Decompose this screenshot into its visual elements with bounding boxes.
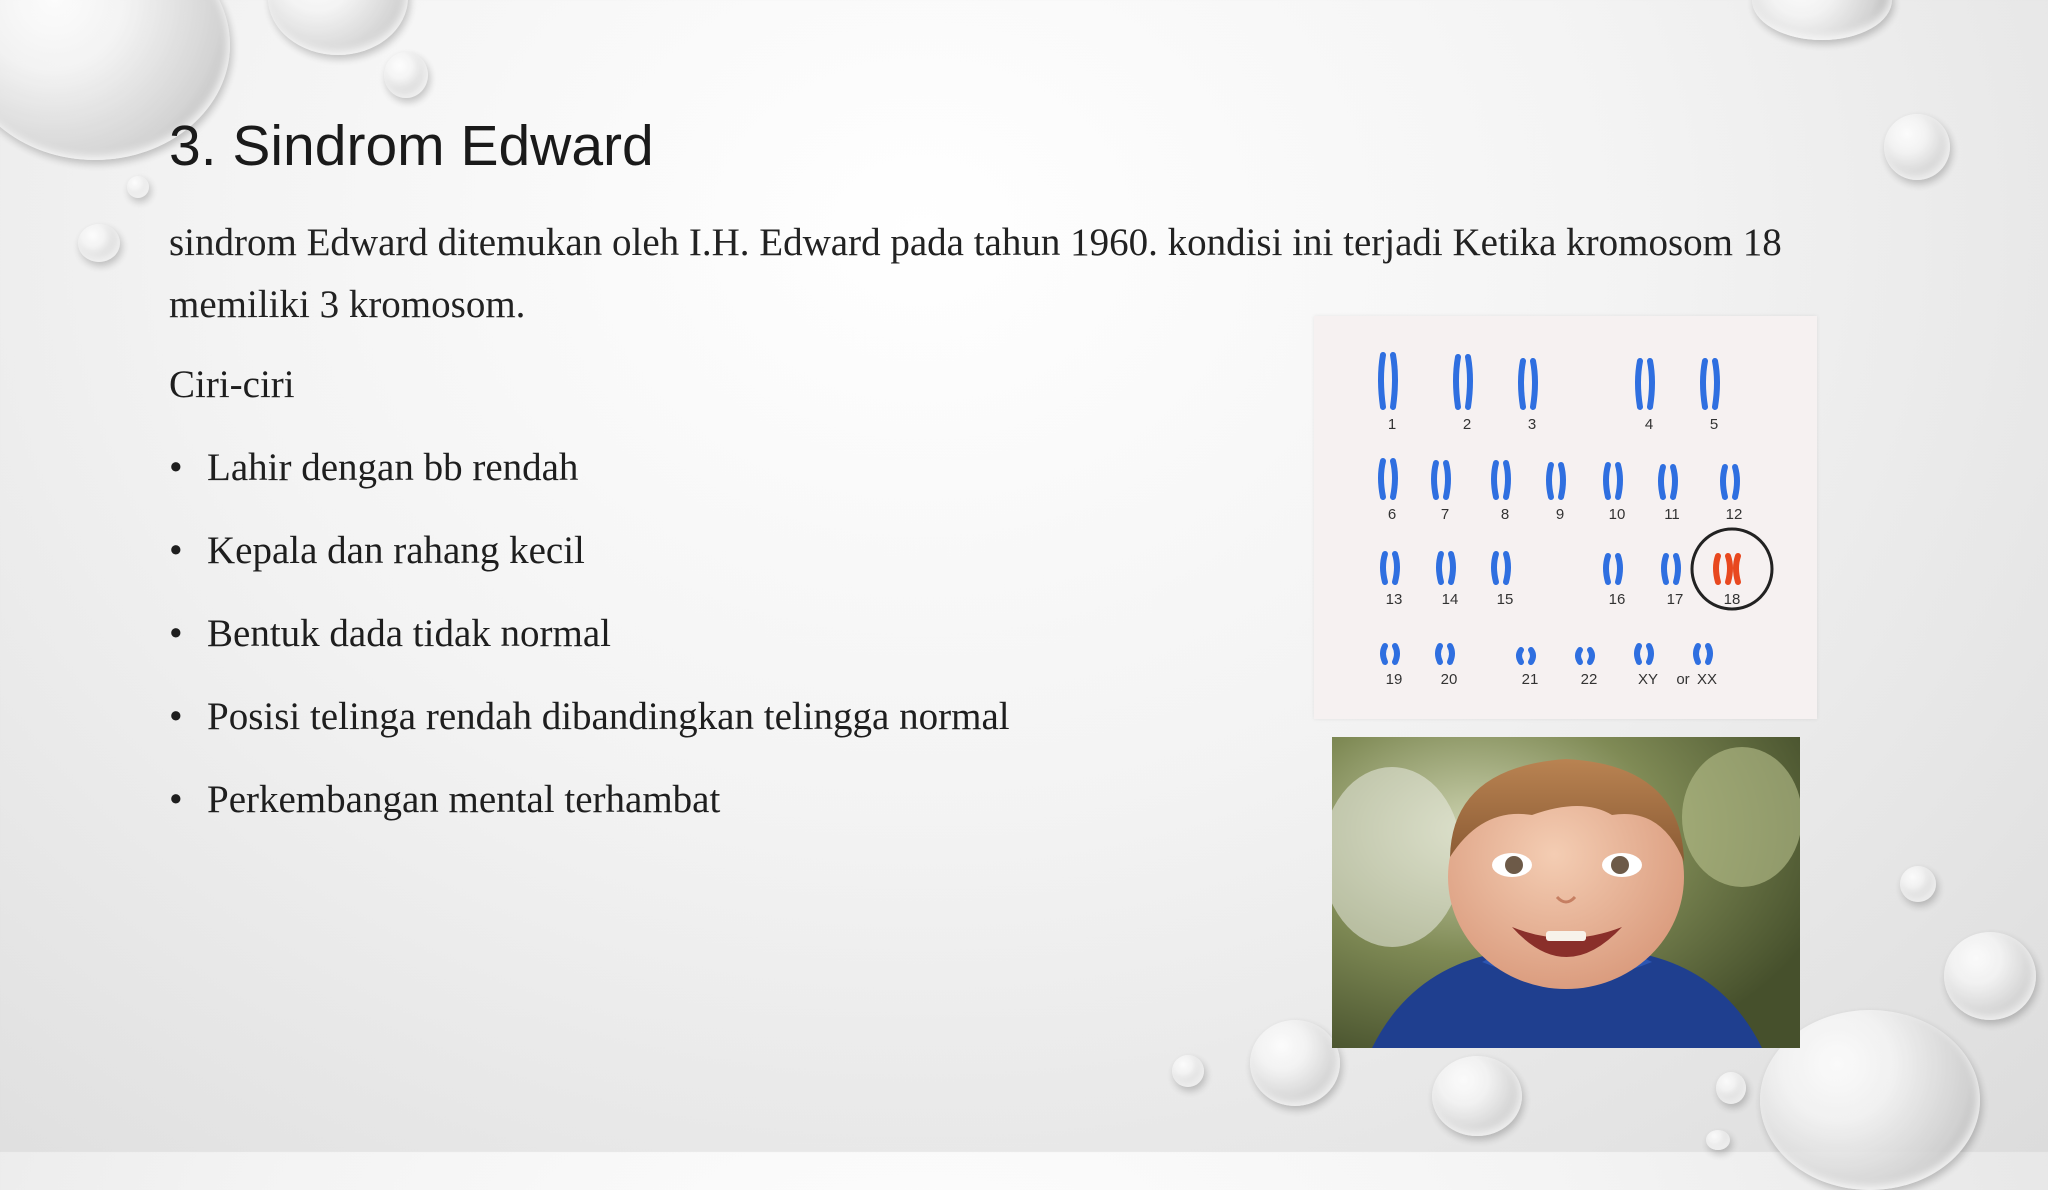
karyotype-label: 19: [1385, 671, 1403, 688]
chromosome-16: [1606, 556, 1608, 582]
bullet-icon: •: [169, 778, 183, 821]
chromosome-2: [1456, 357, 1458, 407]
water-droplet-icon: [1716, 1072, 1746, 1104]
chromosome-20: [1438, 646, 1440, 662]
karyotype-label: 22: [1580, 671, 1598, 688]
karyotype-label: 11: [1664, 506, 1680, 523]
chromosome-17: [1664, 556, 1666, 582]
chromosome-8: [1494, 463, 1496, 497]
chromosome-4: [1638, 361, 1640, 407]
intro-paragraph: sindrom Edward ditemukan oleh I.H. Edward pada tahun 1960. kondisi ini terjadi Ketika kromosom 18 memiliki 3 kromosom.: [169, 221, 1782, 326]
list-item-text: Bentuk dada tidak normal: [207, 612, 611, 655]
chromosome-XX: [1696, 646, 1698, 662]
chromosome-8: [1506, 463, 1508, 497]
bullet-icon: •: [169, 446, 183, 489]
list-item-text: Perkembangan mental terhambat: [207, 778, 721, 821]
chromosome-1: [1393, 355, 1395, 407]
water-droplet-icon: [1432, 1056, 1522, 1136]
karyotype-label: 1: [1387, 416, 1397, 433]
chromosome-9: [1561, 465, 1563, 497]
chromosome-12: [1735, 467, 1737, 497]
list-item-text: Posisi telinga rendah dibandingkan telingga normal: [207, 695, 1010, 738]
karyotype-label: 5: [1709, 416, 1719, 433]
chromosome-11: [1673, 467, 1675, 497]
chromosome-19: [1383, 646, 1385, 662]
water-droplet-icon: [1884, 114, 1950, 180]
karyotype-label: XX: [1696, 671, 1718, 688]
chromosome-13: [1395, 554, 1397, 582]
chromosome-15: [1494, 554, 1496, 582]
list-item: [169, 606, 1010, 689]
water-droplet-icon: [1900, 866, 1936, 902]
karyotype-label: 15: [1496, 591, 1514, 608]
karyotype-label: 18: [1723, 591, 1741, 608]
karyotype-image: [1314, 316, 1817, 719]
karyotype-label: 21: [1521, 671, 1539, 688]
bullet-icon: •: [169, 529, 183, 572]
water-droplet-icon: [384, 52, 428, 98]
chromosome-19: [1395, 646, 1397, 662]
water-droplet-icon: [1250, 1020, 1340, 1106]
chromosome-14: [1451, 554, 1453, 582]
karyotype-label: 8: [1500, 506, 1510, 523]
slide-title: 3. Sindrom Edward: [169, 114, 654, 178]
chromosome-22: [1578, 650, 1580, 662]
water-droplet-icon: [78, 224, 120, 262]
karyotype-label: 9: [1555, 506, 1565, 523]
water-droplet-icon: [127, 176, 149, 198]
chromosome-2: [1468, 357, 1470, 407]
chromosome-3: [1533, 361, 1535, 407]
chromosome-1: [1381, 355, 1383, 407]
child-photo: [1332, 737, 1800, 1048]
karyotype-label: 2: [1462, 416, 1472, 433]
list-item: [169, 689, 1010, 772]
chromosome-12: [1723, 467, 1725, 497]
chromosome-15: [1506, 554, 1508, 582]
chromosome-3: [1521, 361, 1523, 407]
karyotype-label: 10: [1608, 506, 1626, 523]
water-droplet-icon: [1752, 0, 1892, 40]
chromosome-5: [1715, 361, 1717, 407]
water-droplet-icon: [268, 0, 408, 55]
smiling-child-image: [1332, 737, 1800, 1048]
list-item-text: Kepala dan rahang kecil: [207, 529, 585, 572]
chromosome-6: [1393, 461, 1395, 497]
karyotype-label: 16: [1608, 591, 1626, 608]
list-item-text: Lahir dengan bb rendah: [207, 446, 579, 489]
chromosome-18: [1728, 556, 1730, 582]
chromosome-9: [1549, 465, 1551, 497]
karyotype-label: 4: [1644, 416, 1654, 433]
symptom-list: [169, 440, 1010, 855]
chromosome-13: [1383, 554, 1385, 582]
chromosome-10: [1606, 465, 1608, 497]
water-droplet-icon: [1706, 1130, 1730, 1150]
karyotype-label: 7: [1440, 506, 1450, 523]
karyotype-label: 13: [1385, 591, 1403, 608]
bullet-icon: •: [169, 612, 183, 655]
chromosome-XX: [1708, 646, 1710, 662]
bullet-icon: •: [169, 695, 183, 738]
chromosome-14: [1439, 554, 1441, 582]
chromosome-21: [1519, 650, 1521, 662]
list-item: [169, 523, 1010, 606]
chromosome-10: [1618, 465, 1620, 497]
chromosome-XY: [1649, 646, 1651, 662]
chromosome-16: [1618, 556, 1620, 582]
chromosome-17: [1676, 556, 1678, 582]
karyotype-label: 3: [1527, 416, 1537, 433]
water-droplet-icon: [1944, 932, 2036, 1020]
chromosome-5: [1703, 361, 1705, 407]
karyotype-label: 14: [1441, 591, 1459, 608]
chromosome-21: [1531, 650, 1533, 662]
ciri-ciri-heading: Ciri-ciri: [169, 363, 295, 406]
chromosome-20: [1450, 646, 1452, 662]
list-item: [169, 440, 1010, 523]
chromosome-11: [1661, 467, 1663, 497]
chromosome-4: [1650, 361, 1652, 407]
karyotype-label: 17: [1666, 591, 1684, 608]
karyotype-label: 6: [1387, 506, 1397, 523]
karyotype-label: 12: [1725, 506, 1743, 523]
water-droplet-icon: [1172, 1055, 1204, 1087]
chromosome-7: [1434, 463, 1436, 497]
list-item: [169, 772, 1010, 855]
chromosome-22: [1590, 650, 1592, 662]
chromosome-XY: [1637, 646, 1639, 662]
chromosome-7: [1446, 463, 1448, 497]
karyotype-diagram: [1314, 316, 1817, 719]
chromosome-6: [1381, 461, 1383, 497]
karyotype-label: or: [1676, 671, 1690, 688]
chromosome-18: [1736, 556, 1738, 582]
chromosome-18: [1716, 556, 1718, 582]
karyotype-label: 20: [1440, 671, 1458, 688]
karyotype-label: XY: [1637, 671, 1659, 688]
